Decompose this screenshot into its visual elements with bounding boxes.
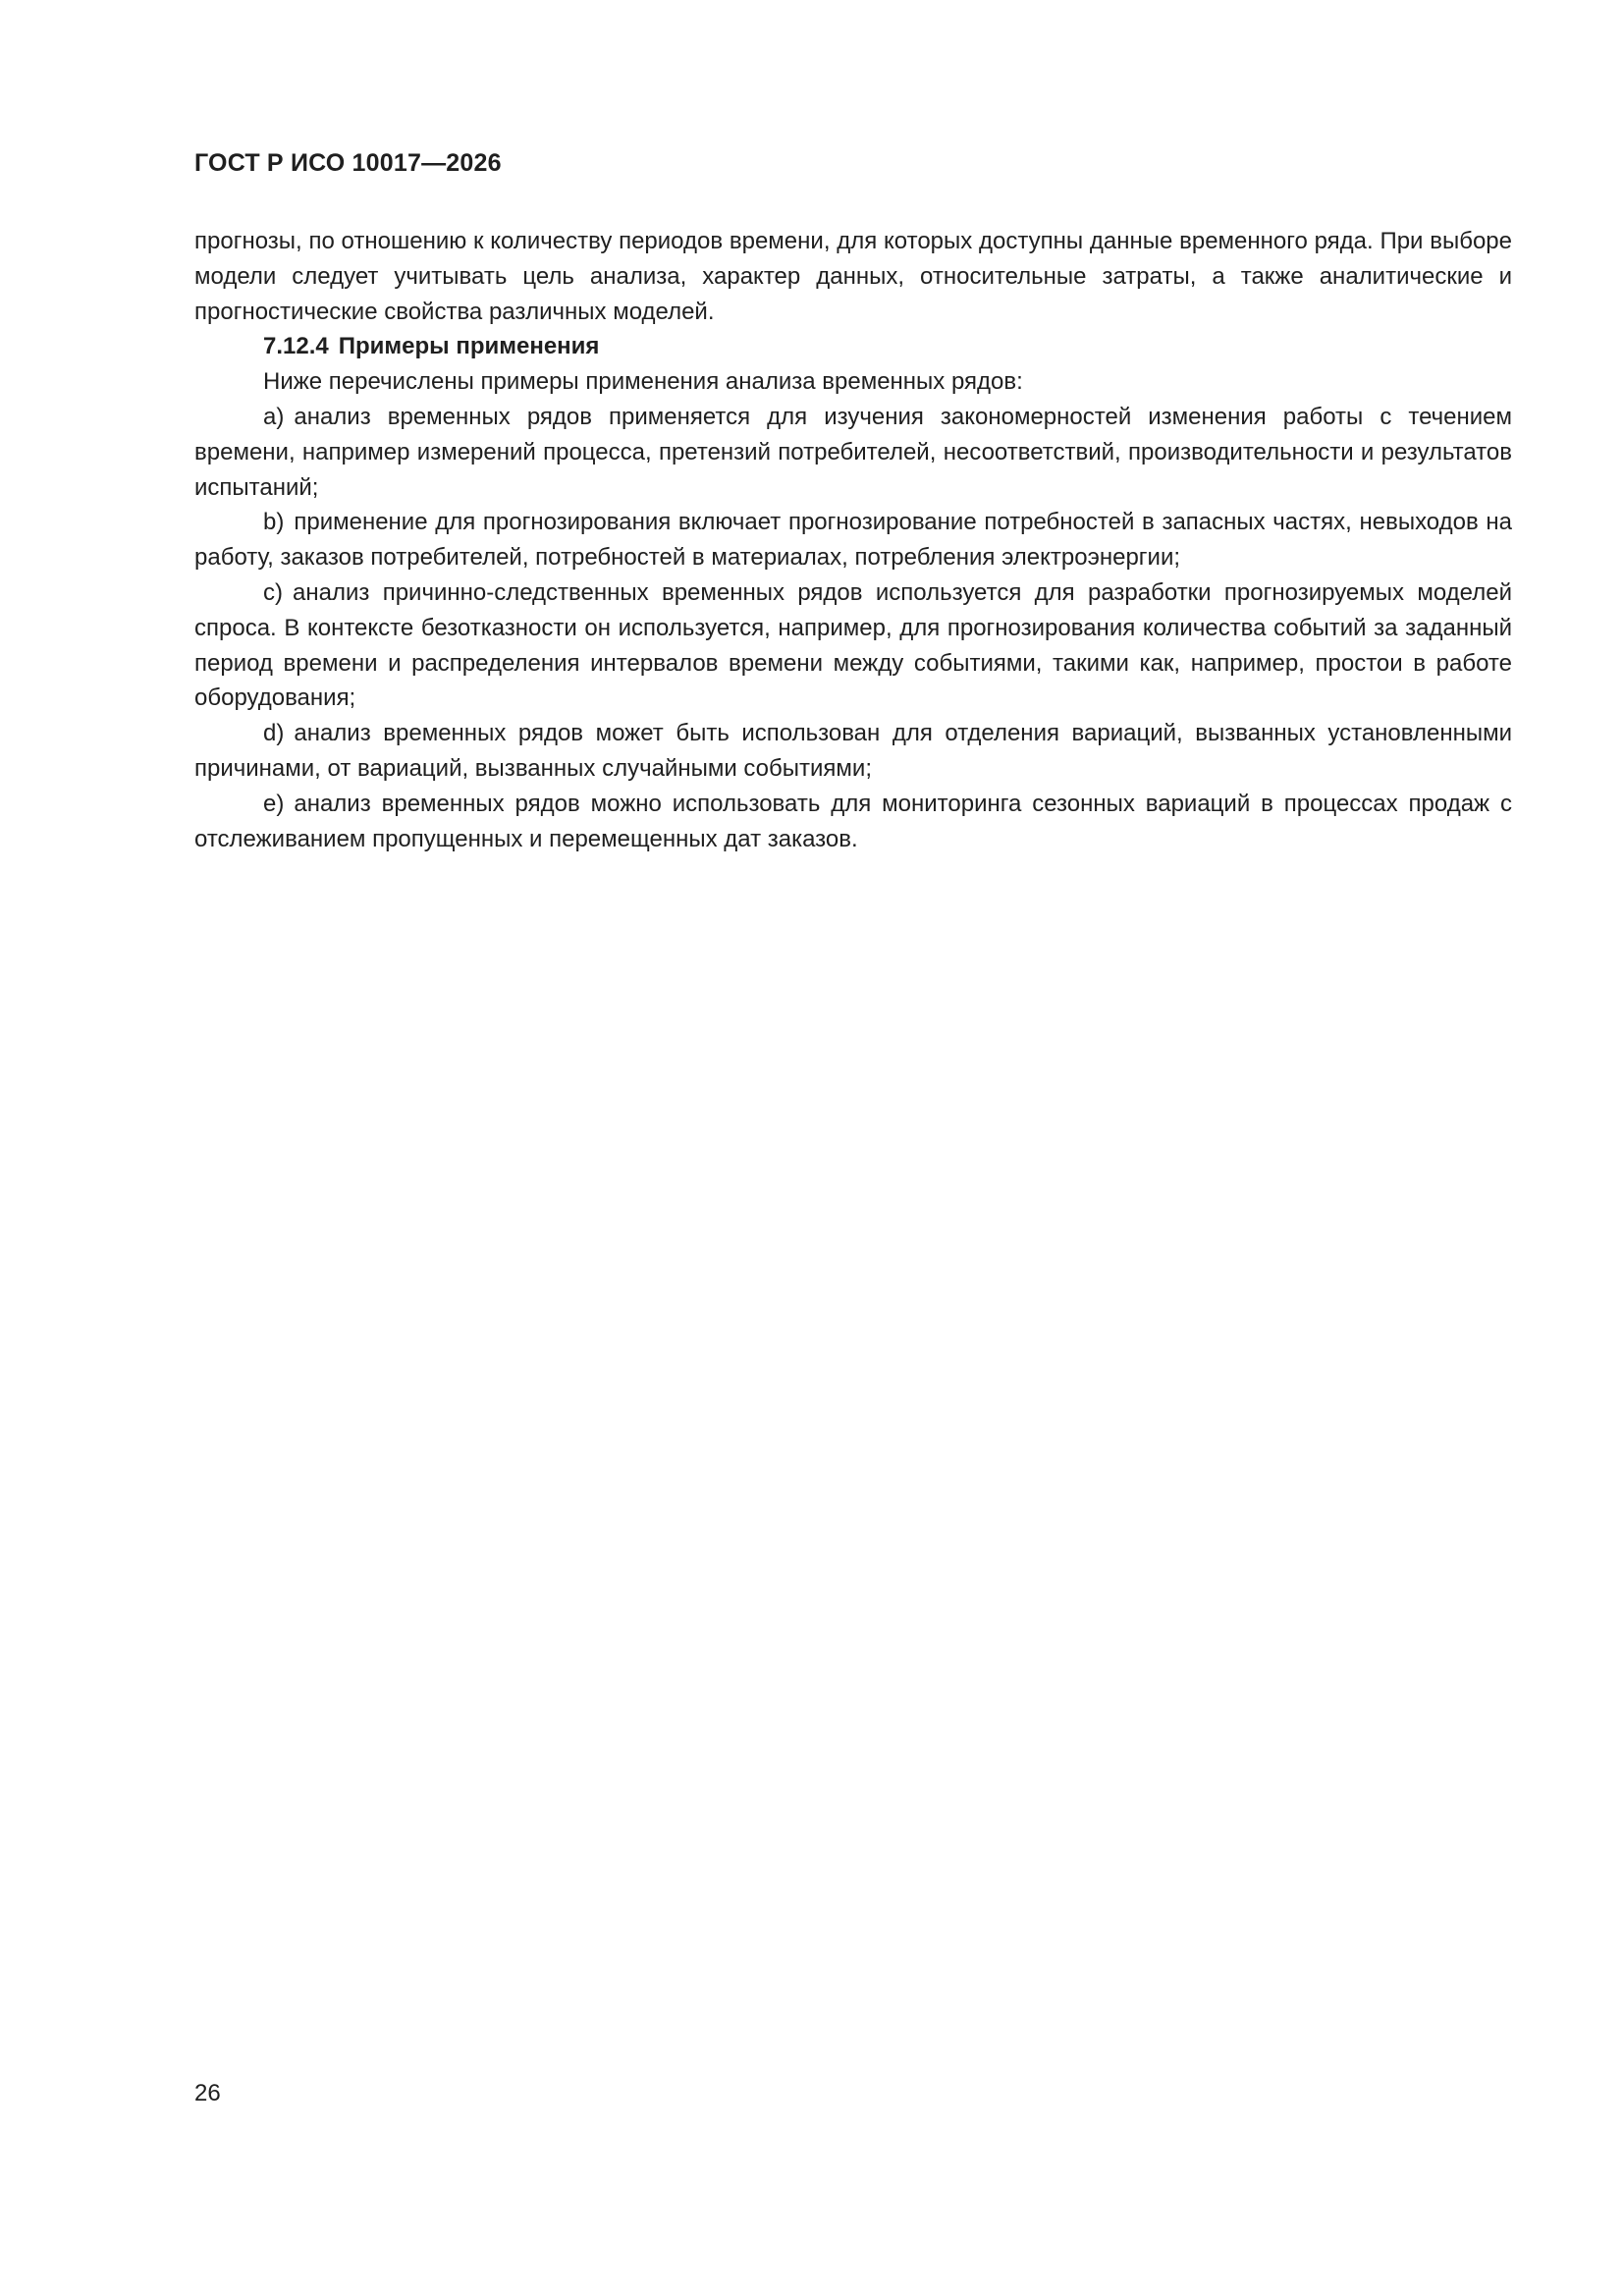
list-marker: a) bbox=[263, 403, 285, 430]
list-item-d bbox=[194, 716, 1512, 787]
section-heading bbox=[194, 329, 1512, 364]
list-item-text: анализ временных рядов применяется для изучения закономерностей изменения работы с течением времени, например измерений процесса, претензий потребителей, несоответствий, производительности и результатов испытаний; bbox=[194, 403, 1512, 501]
list-marker: e) bbox=[263, 790, 285, 817]
section-number: 7.12.4 bbox=[263, 333, 329, 360]
list-marker: d) bbox=[263, 720, 285, 747]
page-number: 26 bbox=[194, 2080, 221, 2106]
list-marker: b) bbox=[263, 509, 285, 536]
continuation-paragraph: прогнозы, по отношению к количеству периодов времени, для которых доступны данные временного ряда. При выборе модели следует учитывать цель анализа, характер данных, относительные затраты, а также аналитические и прогностические свойства различных моделей. bbox=[194, 228, 1512, 325]
list-item-text: анализ временных рядов может быть использован для отделения вариаций, вызванных установленными причинами, от вариаций, вызванных случайными событиями; bbox=[194, 720, 1512, 782]
list-marker: c) bbox=[263, 578, 283, 606]
list-item-text: анализ причинно-следственных временных рядов используется для разработки прогнозируемых моделей спроса. В контексте безотказности он используется, например, для прогнозирования количества событий за заданный период времени и распределения интервалов времени между событиями, такими как, например, простои в работе оборудования; bbox=[194, 578, 1512, 712]
page-content bbox=[194, 224, 1512, 856]
list-item-e bbox=[194, 787, 1512, 857]
list-item-c bbox=[194, 575, 1512, 716]
intro-paragraph: Ниже перечислены примеры применения анализа временных рядов: bbox=[263, 368, 1023, 396]
document-code-header: ГОСТ Р ИСО 10017—2026 bbox=[194, 149, 502, 177]
list-item-text: анализ временных рядов можно использовать для мониторинга сезонных вариаций в процессах продаж с отслеживанием пропущенных и перемещенных дат заказов. bbox=[194, 790, 1512, 852]
list-item-text: применение для прогнозирования включает прогнозирование потребностей в запасных частях, невыходов на работу, заказов потребителей, потребностей в материалах, потребления электроэнергии; bbox=[194, 509, 1512, 572]
list-item-a bbox=[194, 400, 1512, 505]
list-item-b bbox=[194, 505, 1512, 575]
section-title: Примеры применения bbox=[338, 333, 600, 360]
